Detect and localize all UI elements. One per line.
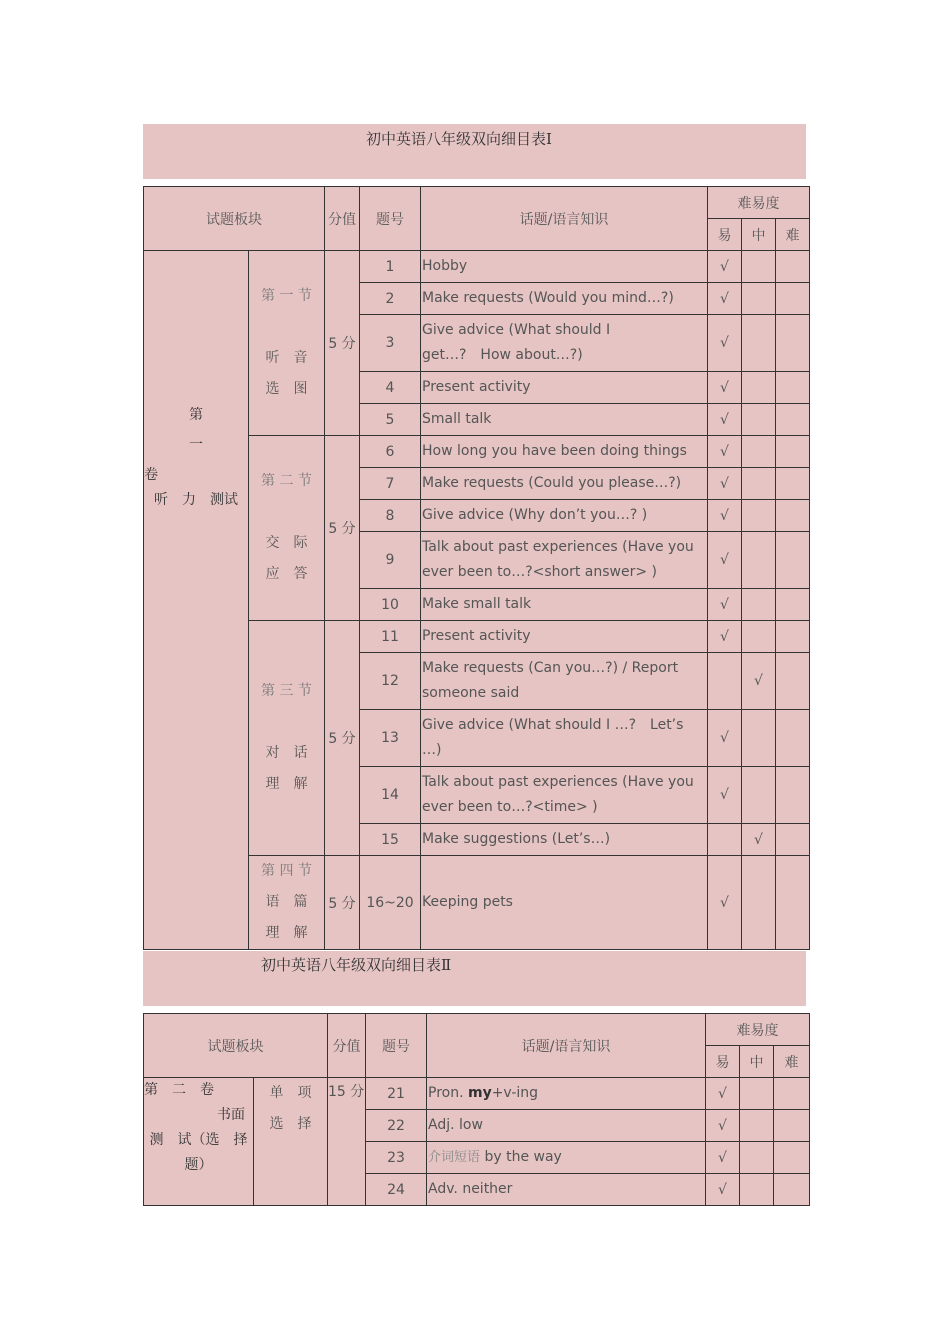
difficulty-easy-check: √ [708,500,742,532]
difficulty-easy-check: √ [708,372,742,404]
difficulty-medium-cell [742,372,776,404]
difficulty-medium-cell [742,621,776,653]
difficulty-medium-cell [740,1174,774,1206]
difficulty-easy-cell [708,824,742,856]
difficulty-medium-cell [742,500,776,532]
topic-line: Give advice (What should I [422,322,611,338]
section-name: 第 三 节 [261,683,312,699]
table1-body [144,251,810,950]
section-cell [249,621,325,856]
topic-cell [421,589,708,621]
question-number: 14 [360,767,421,824]
section-sub: 语 篇 [265,894,308,910]
question-number: 9 [360,532,421,589]
volume-line: 第 [189,407,203,423]
table1-title: 初中英语八年级双向细目表Ⅰ [366,130,552,148]
section-sub: 应 答 [265,566,308,582]
question-number: 8 [360,500,421,532]
difficulty-easy-check: √ [708,856,742,950]
difficulty-easy-check: √ [706,1110,740,1142]
topic-line: Make small talk [422,596,532,612]
topic-cell [421,767,708,824]
question-number: 21 [366,1078,427,1110]
section-sub: 选 图 [265,381,308,397]
difficulty-hard-cell [776,404,810,436]
topic-prefix: 介词短语 [428,1150,481,1165]
topic-line: Talk about past experiences (Have you [422,539,694,555]
section-name: 第 一 节 [261,288,312,304]
topic-cell [421,621,708,653]
volume-line: 书面 [217,1107,245,1123]
section-cell [249,251,325,436]
difficulty-medium-check: √ [742,653,776,710]
topic-line: Give advice (What should I …? Let’s [422,717,684,733]
difficulty-hard-cell [776,500,810,532]
question-number: 12 [360,653,421,710]
difficulty-medium-cell [742,251,776,283]
difficulty-easy-check: √ [708,621,742,653]
header-difficulty: 难易度 [706,1014,810,1046]
difficulty-hard-cell [776,532,810,589]
topic-cell [421,315,708,372]
topic-line: Hobby [422,258,468,274]
topic-cell [427,1174,706,1206]
header-easy: 易 [708,219,742,251]
difficulty-hard-cell [776,856,810,950]
volume-line: 题） [184,1157,213,1173]
topic-line: someone said [422,685,520,701]
topic-cell [421,404,708,436]
topic-line: Make requests (Could you please…?) [422,475,682,491]
difficulty-medium-cell [742,589,776,621]
difficulty-hard-cell [774,1142,810,1174]
section-sub: 单 项 [269,1085,312,1101]
topic-cell [427,1078,706,1110]
question-number: 7 [360,468,421,500]
header-number: 题号 [360,187,421,251]
topic-cell [427,1110,706,1142]
section-name: 第 四 节 [261,863,312,879]
topic-line: Small talk [422,411,492,427]
difficulty-easy-cell [708,653,742,710]
topic-prefix: Adj. low [428,1117,483,1133]
difficulty-hard-cell [776,767,810,824]
header-hard: 难 [774,1046,810,1078]
section-score: 5 分 [325,856,360,950]
topic-bold: my [467,1085,492,1101]
question-number: 15 [360,824,421,856]
header-score: 分值 [325,187,360,251]
volume-1-cell [144,251,249,950]
table2-title: 初中英语八年级双向细目表Ⅱ [261,956,452,974]
section-sub: 选 择 [269,1116,312,1132]
difficulty-medium-cell [742,767,776,824]
question-number: 16~20 [360,856,421,950]
topic-line: Present activity [422,379,531,395]
topic-line: Make requests (Would you mind…?) [422,290,674,306]
header-medium: 中 [742,219,776,251]
question-number: 4 [360,372,421,404]
difficulty-easy-check: √ [708,710,742,767]
topic-cell [421,251,708,283]
topic-line: ever been to…?<time> ) [422,799,598,815]
difficulty-medium-cell [740,1110,774,1142]
section-sub: 听 音 [265,350,308,366]
topic-suffix: +v-ing [491,1085,539,1101]
difficulty-easy-check: √ [708,589,742,621]
difficulty-easy-check: √ [708,315,742,372]
header-difficulty: 难易度 [708,187,810,219]
volume-line: 第 二 卷 [144,1082,214,1098]
topic-line: get…? How about…?) [422,347,583,363]
difficulty-medium-cell [742,856,776,950]
topic-line: How long you have been doing things [422,443,687,459]
difficulty-hard-cell [776,621,810,653]
topic-line: …) [422,742,442,758]
difficulty-easy-check: √ [708,436,742,468]
volume-line: 一 [189,437,203,453]
topic-cell [421,500,708,532]
header-topic: 话题/语言知识 [427,1014,706,1078]
difficulty-easy-check: √ [708,251,742,283]
difficulty-hard-cell [776,372,810,404]
section-score: 5 分 [325,621,360,856]
difficulty-easy-check: √ [708,532,742,589]
difficulty-medium-cell [742,404,776,436]
difficulty-medium-cell [742,468,776,500]
topic-line: Talk about past experiences (Have you [422,774,694,790]
difficulty-hard-cell [776,283,810,315]
difficulty-hard-cell [776,710,810,767]
topic-cell [421,856,708,950]
difficulty-easy-check: √ [706,1078,740,1110]
difficulty-medium-check: √ [742,824,776,856]
topic-cell [421,653,708,710]
volume-line: 测 试（选 择 [149,1132,248,1148]
topic-line: Give advice (Why don’t you…? ) [422,507,648,523]
difficulty-medium-cell [742,436,776,468]
difficulty-easy-check: √ [706,1174,740,1206]
header-section: 试题板块 [144,187,325,251]
difficulty-hard-cell [776,315,810,372]
header-hard: 难 [776,219,810,251]
section-cell [249,436,325,621]
header-score: 分值 [328,1014,366,1078]
question-number: 22 [366,1110,427,1142]
difficulty-medium-cell [740,1142,774,1174]
section-sub: 理 解 [265,776,308,792]
section-score: 5 分 [325,251,360,436]
header-medium: 中 [740,1046,774,1078]
title-band-2 [143,951,806,1006]
topic-cell [421,532,708,589]
topic-cell [421,372,708,404]
topic-cell [421,710,708,767]
difficulty-easy-check: √ [708,767,742,824]
header-easy: 易 [706,1046,740,1078]
difficulty-easy-check: √ [708,404,742,436]
difficulty-hard-cell [776,251,810,283]
question-number: 6 [360,436,421,468]
difficulty-hard-cell [776,653,810,710]
volume-line: 听 力 测试 [154,492,238,508]
volume-2-cell [144,1078,254,1206]
title-band-1 [143,124,806,179]
difficulty-hard-cell [774,1174,810,1206]
question-number: 3 [360,315,421,372]
question-number: 24 [366,1174,427,1206]
topic-cell [427,1142,706,1174]
difficulty-hard-cell [774,1110,810,1142]
header-topic: 话题/语言知识 [421,187,708,251]
question-number: 23 [366,1142,427,1174]
section-cell [249,856,325,950]
difficulty-easy-check: √ [706,1142,740,1174]
difficulty-medium-cell [742,532,776,589]
section-score: 15 分 [328,1078,366,1206]
section-sub: 理 解 [265,925,308,941]
section-sub: 对 话 [265,745,308,761]
section-sub: 交 际 [265,535,308,551]
topic-cell [421,436,708,468]
difficulty-medium-cell [742,710,776,767]
difficulty-medium-cell [742,283,776,315]
topic-prefix: Adv. neither [428,1181,513,1197]
difficulty-medium-cell [742,315,776,372]
question-number: 10 [360,589,421,621]
difficulty-hard-cell [776,589,810,621]
topic-prefix: Pron. [428,1085,468,1101]
difficulty-hard-cell [776,468,810,500]
question-number: 11 [360,621,421,653]
section-name: 第 二 节 [261,473,312,489]
topic-suffix: by the way [480,1149,562,1165]
topic-line: ever been to…?<short answer> ) [422,564,658,580]
table1 [143,186,810,950]
section-cell [254,1078,328,1206]
topic-cell [421,468,708,500]
question-number: 13 [360,710,421,767]
difficulty-easy-check: √ [708,468,742,500]
header-number: 题号 [366,1014,427,1078]
topic-line: Make requests (Can you…?) / Report [422,660,679,676]
volume-line: 卷 [144,467,158,483]
section-score: 5 分 [325,436,360,621]
difficulty-medium-cell [740,1078,774,1110]
topic-line: Present activity [422,628,531,644]
table2 [143,1013,810,1206]
difficulty-easy-check: √ [708,283,742,315]
table2-body [144,1078,810,1206]
question-number: 1 [360,251,421,283]
topic-line: Keeping pets [422,894,513,910]
topic-cell [421,824,708,856]
question-number: 5 [360,404,421,436]
difficulty-hard-cell [776,824,810,856]
topic-cell [421,283,708,315]
difficulty-hard-cell [774,1078,810,1110]
header-section: 试题板块 [144,1014,328,1078]
difficulty-hard-cell [776,436,810,468]
topic-line: Make suggestions (Let’s…) [422,831,611,847]
question-number: 2 [360,283,421,315]
